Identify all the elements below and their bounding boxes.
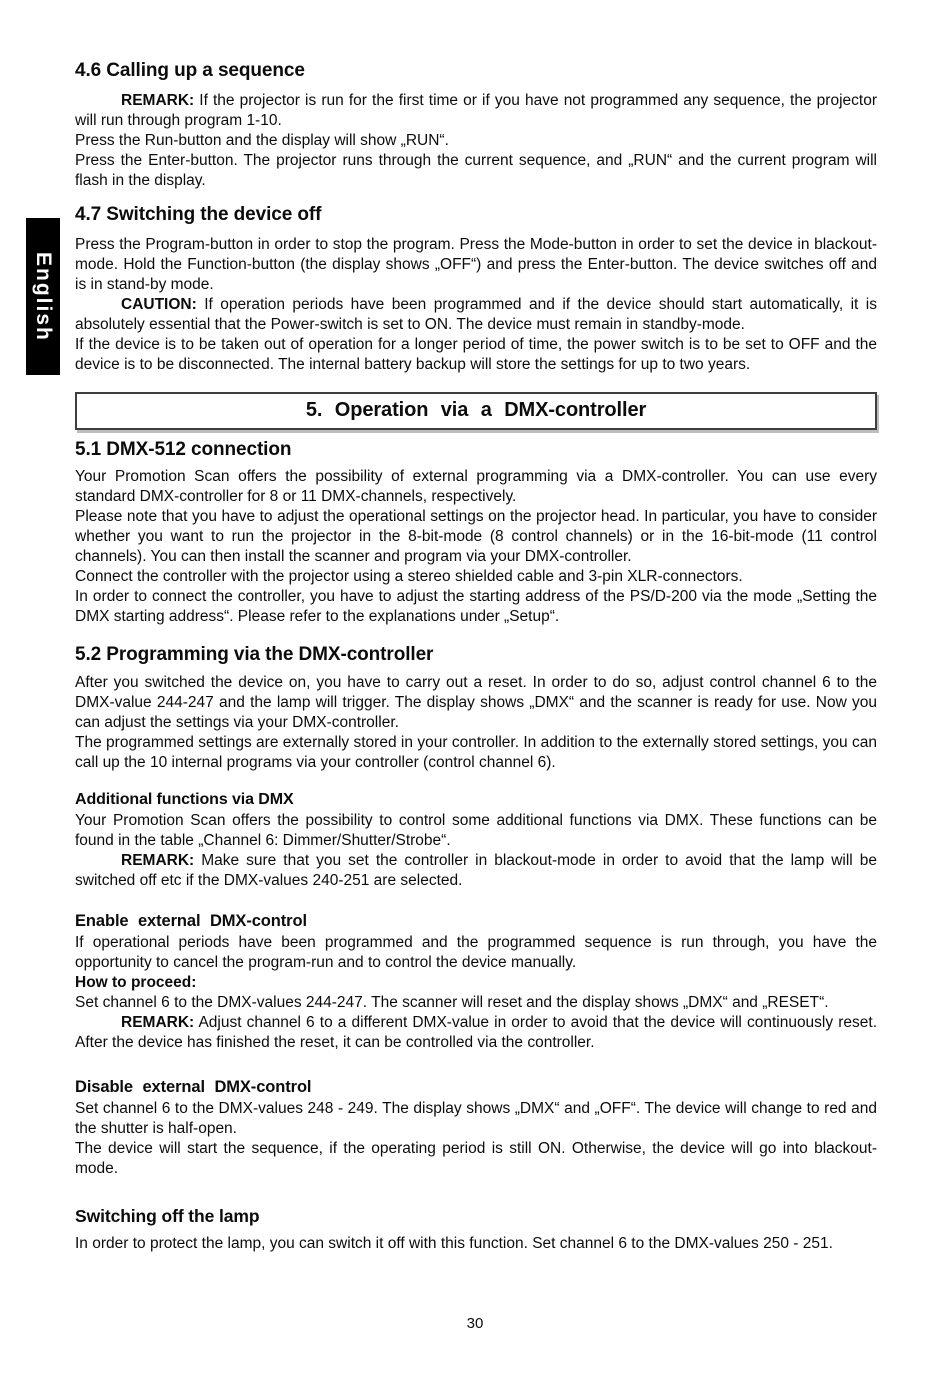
section-5-2-paragraph: After you switched the device on, you have to carry out a reset. In order to do so, adjust control channel 6 to the DMX-value 244-247 and the lamp will trigger. The display shows „DMX“ and the scanner is ready for use. Now you can adjust the settings via your DMX-controller. xyxy=(75,674,877,731)
section-4-7-paragraph: Press the Program-button in order to stop the program. Press the Mode-button in order to set the device in blackout-mode. Hold the Function-button (the display shows „OFF“) and press the Enter-button. The device switches off and is in stand-by mode. xyxy=(75,236,877,293)
enable-dmx-control-paragraph: Set channel 6 to the DMX-values 244-247. The scanner will reset and the display shows „DMX“ and „RESET“. xyxy=(75,994,829,1011)
additional-functions-title: Additional functions via DMX xyxy=(75,791,294,808)
switching-off-lamp-title: Switching off the lamp xyxy=(75,1206,260,1226)
section-4-6-title: 4.6 Calling up a sequence xyxy=(75,60,305,81)
section-5-1-paragraph: Your Promotion Scan offers the possibility of external programming via a DMX-controller. You can use every standard DMX-controller for 8 or 11 DMX-channels, respectively. xyxy=(75,468,877,505)
enable-dmx-control-paragraph: If operational periods have been programmed and the programmed sequence is run through, you have the opportunity to cancel the program-run and to control the device manually. xyxy=(75,934,877,971)
how-to-proceed-label: How to proceed: xyxy=(75,974,197,991)
disable-dmx-control-title: Disable external DMX-control xyxy=(75,1078,312,1096)
page-number: 30 xyxy=(466,1315,484,1332)
section-4-7-title: 4.7 Switching the device off xyxy=(75,204,322,225)
additional-functions-remark-paragraph xyxy=(75,851,877,891)
section-5-2-paragraph: The programmed settings are externally stored in your controller. In addition to the externally stored settings, you can call up the 10 internal programs via your controller (control channel 6). xyxy=(75,734,877,771)
page-content xyxy=(75,60,877,1254)
section-5-1-paragraph: In order to connect the controller, you have to adjust the starting address of the PS/D-200 via the mode „Setting the DMX starting address“. Please refer to the explanations under „Setup“. xyxy=(75,588,877,625)
section-4-7-paragraph: If the device is to be taken out of operation for a longer period of time, the power switch is to be set to OFF and the device is to be disconnected. The internal battery backup will store the settings for up to two years. xyxy=(75,336,877,373)
remark-text: Make sure that you set the controller in blackout-mode in order to avoid that the lamp will be switched off etc if the DMX-values 240-251 are selected. xyxy=(75,852,877,889)
chapter-5-boxed-title: 5. Operation via a DMX-controller xyxy=(75,392,877,430)
caution-label: CAUTION: xyxy=(121,296,197,313)
section-5-1-paragraph: Connect the controller with the projector using a stereo shielded cable and 3-pin XLR-connectors. xyxy=(75,568,743,585)
remark-label: REMARK: xyxy=(121,1014,195,1031)
remark-label: REMARK: xyxy=(121,852,195,869)
language-tab xyxy=(26,218,60,375)
section-5-1-paragraph: Please note that you have to adjust the operational settings on the projector head. In particular, you have to consider whether you want to run the projector in the 8-bit-mode (8 control channels) or in the 16-bit-mode (11 control channels). You can then install the scanner and program via your DMX-controller. xyxy=(75,508,877,565)
enable-dmx-control-remark-paragraph xyxy=(75,1013,877,1053)
remark-text: Adjust channel 6 to a different DMX-value in order to avoid that the device will continuously reset. After the device has finished the reset, it can be controlled via the controller. xyxy=(75,1014,877,1051)
remark-text: If the projector is run for the first time or if you have not programmed any sequence, the projector will run through program 1-10. xyxy=(75,92,877,129)
disable-dmx-control-paragraph: The device will start the sequence, if the operating period is still ON. Otherwise, the device will go into blackout-mode. xyxy=(75,1140,877,1177)
section-4-6-paragraph: Press the Enter-button. The projector runs through the current sequence, and „RUN“ and the current program will flash in the display. xyxy=(75,152,877,189)
section-4-6-remark-paragraph xyxy=(75,91,877,131)
enable-dmx-control-title: Enable external DMX-control xyxy=(75,912,307,930)
section-4-6-paragraph: Press the Run-button and the display will show „RUN“. xyxy=(75,132,449,149)
section-5-2-title: 5.2 Programming via the DMX-controller xyxy=(75,644,434,665)
caution-text: If operation periods have been programmed and if the device should start automatically, it is absolutely essential that the Power-switch is set to ON. The device must remain in standby-mode. xyxy=(75,296,877,333)
additional-functions-paragraph: Your Promotion Scan offers the possibility to control some additional functions via DMX. These functions can be found in the table „Channel 6: Dimmer/Shutter/Strobe“. xyxy=(75,812,877,849)
remark-label: REMARK: xyxy=(121,92,195,109)
language-tab-label: English xyxy=(32,251,55,342)
switching-off-lamp-paragraph: In order to protect the lamp, you can switch it off with this function. Set channel 6 to the DMX-values 250 - 251. xyxy=(75,1235,833,1252)
section-5-1-title: 5.1 DMX-512 connection xyxy=(75,439,292,460)
disable-dmx-control-paragraph: Set channel 6 to the DMX-values 248 - 249. The display shows „DMX“ and „OFF“. The device will change to red and the shutter is half-open. xyxy=(75,1100,877,1137)
section-4-7-caution-paragraph xyxy=(75,295,877,335)
